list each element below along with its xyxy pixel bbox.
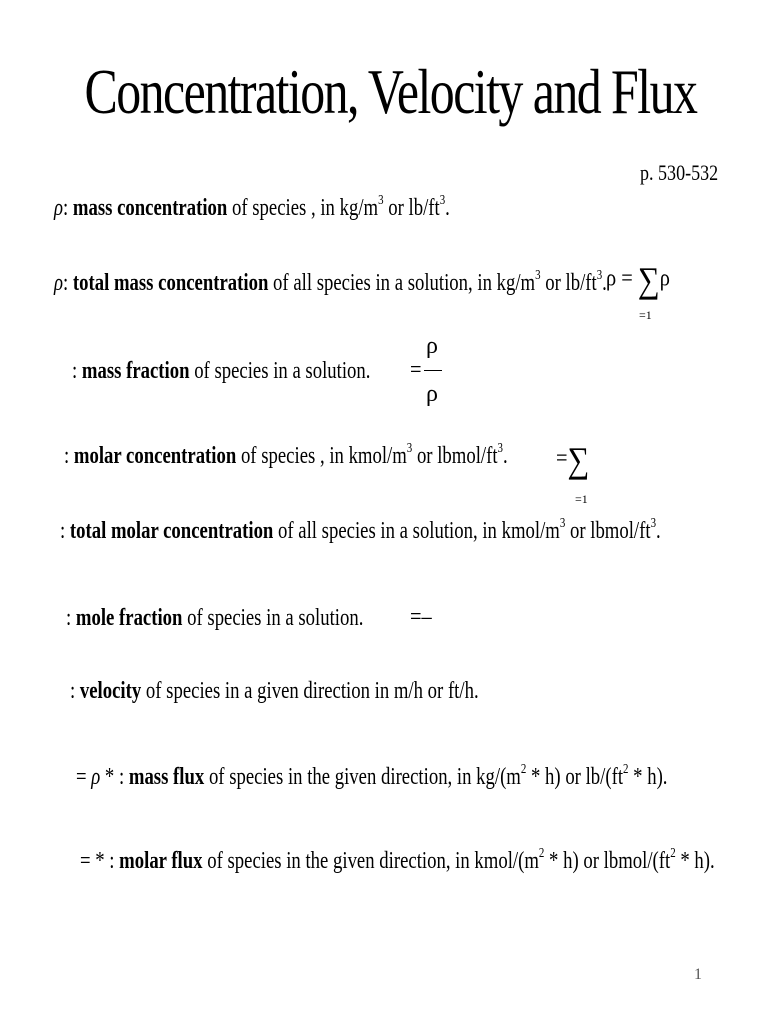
term: molar concentration [73,443,237,469]
sum-symbol: ∑ [567,440,590,480]
rho-symbol: ρ [54,270,63,296]
fraction-numerator: ρ [426,333,438,359]
fraction-denominator: ρ [426,381,438,407]
def-molar-concentration: : molar concentration of species , in kmol/$m^3$ or lbmol/$ft^3$. [64,441,508,469]
def-mass-flux: = ρ * : mass flux of species in the given direction, in $kg/(m^2 * h)$ or $lb/(ft^2 * h)$. [76,762,668,790]
formula-mass-fraction-lhs: = [410,357,422,383]
formula-total-mass-concentration: ρ = ∑ρ [606,260,670,300]
def-mass-concentration: ρ: mass concentration of species , in $kg/m^3$ or $lb/ft^3$. [54,193,450,221]
def-mass-fraction: : mass fraction of species in a solution. [72,358,371,384]
rho-symbol: ρ [54,195,63,221]
term: mass flux [128,764,205,790]
def-total-molar-concentration: : total molar concentration of all species in a solution, in kmol/$m^3$ or lbmol/$ft^3$. [60,516,661,544]
def-velocity: : velocity of species in a given direction in m/h or ft/h. [70,678,479,704]
sum-index: =1 [575,492,588,506]
term: velocity [79,678,142,704]
rho-symbol: ρ [91,764,101,790]
def-total-mass-concentration: ρ: total mass concentration of all species in a solution, in $kg/m^3$ or $lb/ft^3$. [54,268,607,296]
term: total mass concentration [72,270,269,296]
term: mass concentration [72,195,228,221]
term: total molar concentration [69,518,274,544]
sum-symbol: ∑ [637,260,660,300]
term: molar flux [119,848,203,874]
fraction-bar [424,370,442,371]
page-number: 1 [694,966,702,983]
def-mole-fraction: : mole fraction of species in a solution. [66,605,364,631]
sum-index: =1 [639,308,652,322]
slide-title: Concentration, Velocity and Flux [84,56,697,127]
term: mass fraction [81,358,190,384]
formula-molar-concentration: =∑ [556,440,590,480]
def-molar-flux: = * : molar flux of species in the given direction, in kmol/$(m^2 * h)$ or lbmol/$(ft^2 * h)$. [80,846,715,874]
page-reference: p. 530-532 [640,160,719,185]
formula-mole-fraction: =– [410,604,432,630]
term: mole fraction [75,605,183,631]
